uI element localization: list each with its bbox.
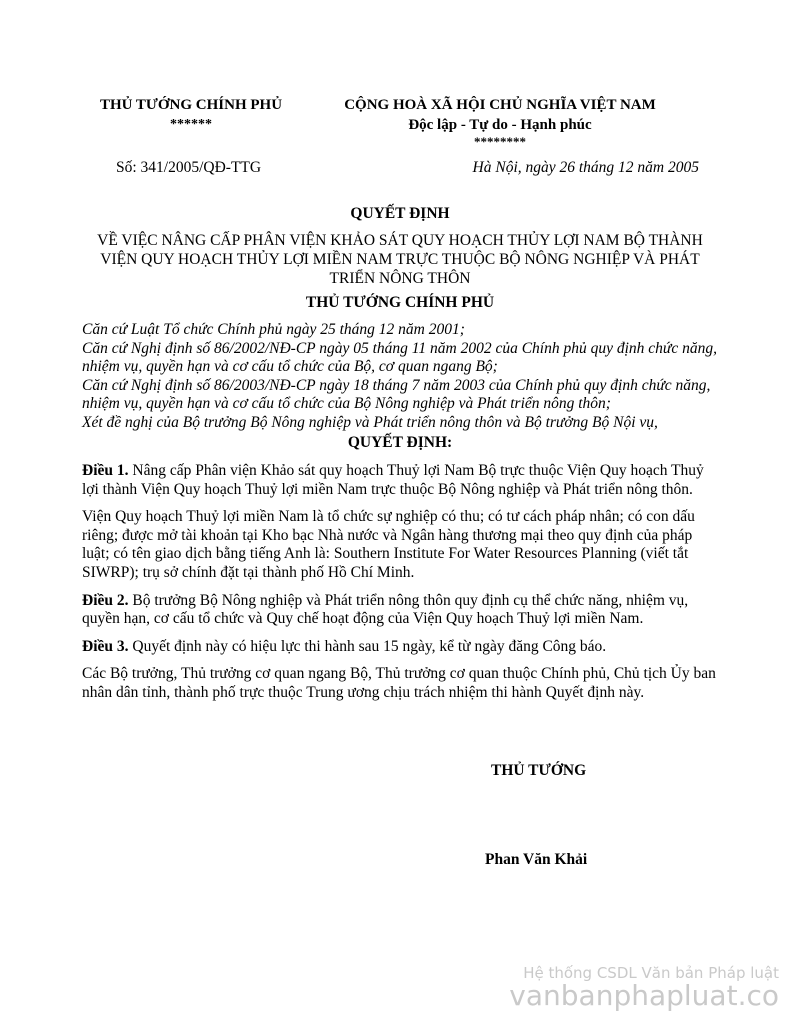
motto-separator: ******** — [474, 134, 526, 149]
signer-title: THỦ TƯỚNG — [491, 762, 587, 779]
article-label: Điều 3. — [82, 637, 129, 655]
issuer-title: THỦ TƯỚNG CHÍNH PHỦ — [305, 294, 495, 311]
authority-separator: ****** — [170, 117, 212, 132]
article-label: Điều 1. — [82, 462, 129, 479]
national-motto: Độc lập - Tự do - Hạnh phúc — [408, 117, 592, 133]
article-2 — [82, 592, 722, 629]
watermark-domain: vanbanphapluat.co — [509, 979, 779, 1012]
article-text: Nâng cấp Phân viện Khảo sát quy hoạch Thuỷ lợi Nam Bộ trực thuộc Viện Quy hoạch Thuỷ lợi thành Viện Quy hoạch Thuỷ lợi miền Nam trực thuộc Bộ Nông nghiệp và Phát triển nông thôn. — [82, 462, 704, 498]
article-text: Bộ trưởng Bộ Nông nghiệp và Phát triển nông thôn quy định cụ thể chức năng, nhiệm vụ, quyền hạn, cơ cấu tổ chức và Quy chế hoạt động của Viện Quy hoạch Thuỷ lợi miền Nam. — [82, 591, 689, 628]
preamble-line: Căn cứ Nghị định số 86/2003/NĐ-CP ngày 18 tháng 7 năm 2003 của Chính phủ quy định chức năng, nhiệm vụ, quyền hạn và cơ cấu tổ chức của Bộ Nông nghiệp và Phát triển nông thôn; — [82, 376, 711, 413]
article-1-paragraph-2 — [82, 508, 722, 582]
signer-name: Phan Văn Khải — [485, 851, 588, 868]
article-label: Điều 2. — [82, 591, 129, 609]
article-3 — [82, 638, 722, 657]
article-text: Các Bộ trưởng, Thủ trưởng cơ quan ngang Bộ, Thủ trưởng cơ quan thuộc Chính phủ, Chủ tịch Ủy ban nhân dân tỉnh, thành phố trực thuộc Trung ương chịu trách nhiệm thi hành Quyết định này. — [82, 665, 716, 701]
article-3-paragraph-2 — [82, 665, 722, 702]
decision-title: QUYẾT ĐỊNH — [350, 205, 450, 222]
article-text: Quyết định này có hiệu lực thi hành sau 15 ngày, kể từ ngày đăng Công báo. — [128, 637, 607, 655]
preamble — [82, 321, 722, 433]
issuing-authority: THỦ TƯỚNG CHÍNH PHỦ — [99, 97, 283, 113]
preamble-line: Căn cứ Nghị định số 86/2002/NĐ-CP ngày 05 tháng 11 năm 2002 của Chính phủ quy định chức năng, nhiệm vụ, quyền hạn và cơ cấu tổ chức của Bộ, cơ quan ngang Bộ; — [82, 339, 718, 376]
article-1 — [82, 462, 722, 499]
document-date: Hà Nội, ngày 26 tháng 12 năm 2005 — [472, 159, 699, 176]
decision-subject: VỀ VIỆC NÂNG CẤP PHÂN VIỆN KHẢO SÁT QUY HOẠCH THỦY LỢI NAM BỘ THÀNH VIỆN QUY HOẠCH THỦY LỢI MIỀN NAM TRỰC THUỘC BỘ NÔNG NGHIỆP VÀ PHÁT TRIỂN NÔNG THÔN — [97, 232, 703, 287]
national-title: CỘNG HOÀ XÃ HỘI CHỦ NGHĨA VIỆT NAM — [344, 97, 656, 113]
decision-body — [82, 462, 722, 712]
watermark-caption: Hệ thống CSDL Văn bản Pháp luật — [523, 964, 779, 982]
article-text: Viện Quy hoạch Thuỷ lợi miền Nam là tổ chức sự nghiệp có thu; có tư cách pháp nhân; có con dấu riêng; được mở tài khoản tại Kho bạc Nhà nước và Ngân hàng thương mại theo quy định của pháp luật; có tên giao dịch bằng tiếng Anh là: Southern Institute For Water Resources Planning (viết tắt SIWRP); trụ sở chính đặt tại thành phố Hồ Chí Minh. — [82, 508, 695, 581]
preamble-line: Xét đề nghị của Bộ trưởng Bộ Nông nghiệp và Phát triển nông thôn và Bộ trưởng Bộ Nội vụ, — [82, 413, 658, 431]
preamble-line: Căn cứ Luật Tổ chức Chính phủ ngày 25 tháng 12 năm 2001; — [82, 321, 465, 338]
document-number: Số: 341/2005/QĐ-TTG — [116, 159, 262, 176]
decides-heading: QUYẾT ĐỊNH: — [347, 434, 453, 451]
